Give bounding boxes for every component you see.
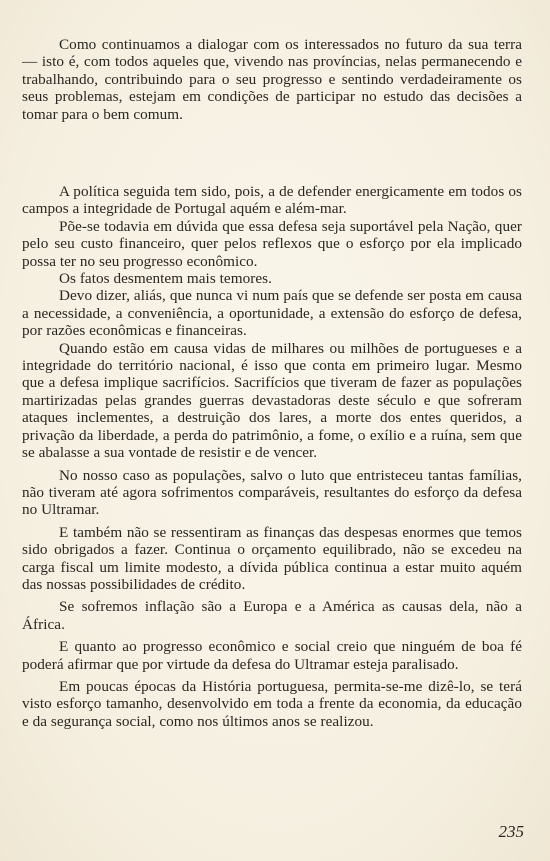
- paragraph: Põe-se todavia em dúvida que essa defesa seja suportável pela Nação, quer pelo seu custo financeiro, quer pelos reflexos que o esforço por ela implicado possa ter no seu progresso econômico.: [22, 217, 522, 270]
- text-block-intro: [22, 36, 522, 123]
- paragraph: Como continuamos a dialogar com os interessados no futuro da sua terra — isto é, com todos aqueles que, vivendo nas províncias, nelas permanecendo e trabalhando, contribuindo para o seu progresso e sentindo verdadeiramente os seus problemas, estejam em condições de participar no estudo das decisões a tomar para o bem comum.: [22, 36, 522, 123]
- paragraph: E também não se ressentiram as finanças das despesas enormes que temos sido obrigados a fazer. Continua o orçamento equilibrado, não se excedeu na carga fiscal um limite modesto, a dívida pública continua a estar muito aquém das nossas possibilidades de crédito.: [22, 523, 522, 593]
- paragraph: Quando estão em causa vidas de milhares ou milhões de portugueses e a integridade do território nacional, é isso que conta em primeiro lugar. Mesmo que a defesa implique sacrifícios. Sacrifícios que tiveram de fazer as populações martirizadas pelas grandes guerras devastadoras deste século e que sofreram ataques inclementes, a destruição dos lares, a morte dos entes queridos, a privação da liberdade, a perda do patrimônio, a fome, o exílio e a ruína, sem que se abalasse a sua vontade de resistir e de vencer.: [22, 339, 522, 462]
- paragraph: A política seguida tem sido, pois, a de defender energicamente em todos os campos a integridade de Portugal aquém e além-mar.: [22, 183, 522, 218]
- paragraph: Devo dizer, aliás, que nunca vi num país que se defende ser posta em causa a necessidade, a conveniência, a oportunidade, a extensão do esforço de defesa, por razões econômicas e financeiras.: [22, 287, 522, 340]
- paragraph: Em poucas épocas da História portuguesa, permita-se-me dizê-lo, se terá visto esforço tamanho, desenvolvido em toda a frente da economia, da educação e da segurança social, como nos últimos anos se realizou.: [22, 677, 522, 730]
- paragraph: No nosso caso as populações, salvo o luto que entristeceu tantas famílias, não tiveram até agora sofrimentos comparáveis, resultantes do esforço da defesa no Ultramar.: [22, 466, 522, 519]
- paragraph: Os fatos desmentem mais temores.: [59, 270, 272, 288]
- paragraph: E quanto ao progresso econômico e social creio que ninguém de boa fé poderá afirmar que por virtude da defesa do Ultramar esteja paralisado.: [22, 638, 522, 673]
- text-block-main: [22, 183, 522, 730]
- page-number: 235: [498, 822, 524, 841]
- paragraph: Se sofremos inflação são a Europa e a América as causas dela, não a África.: [22, 598, 522, 633]
